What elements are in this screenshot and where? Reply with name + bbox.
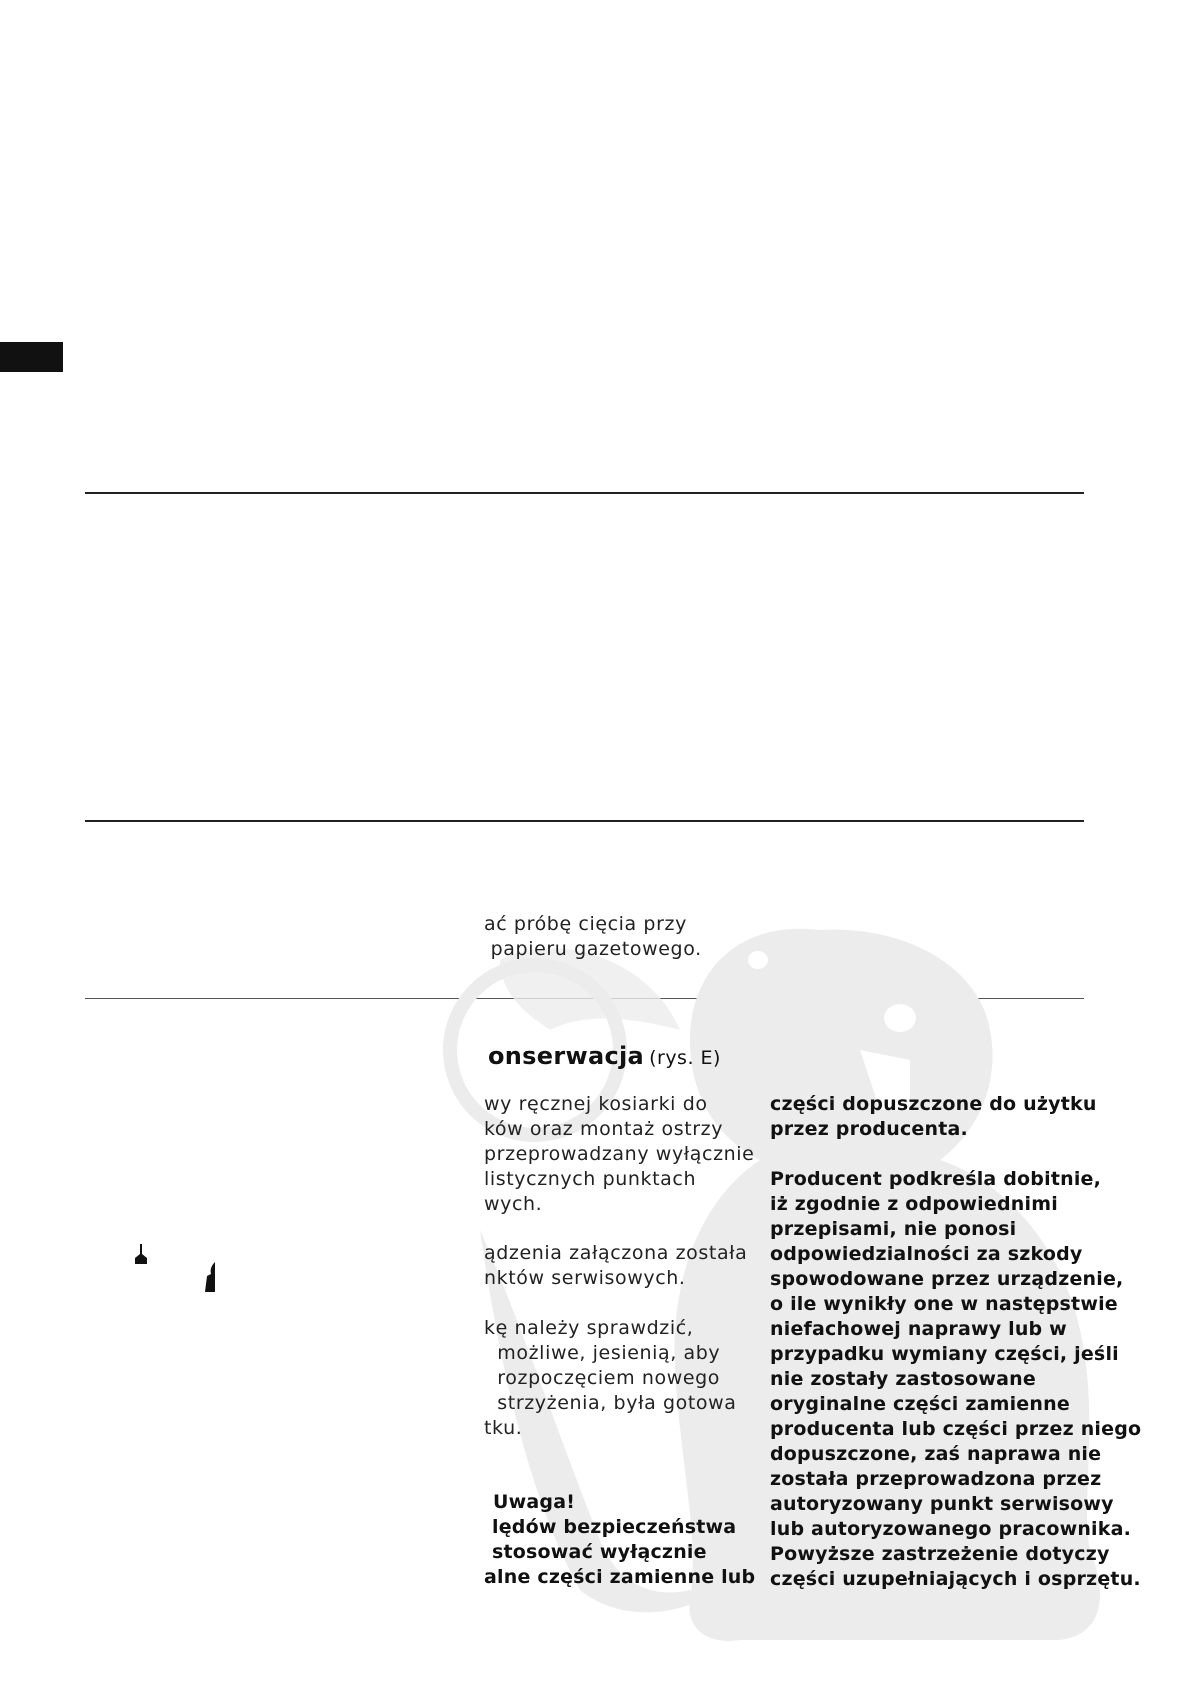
paragraph-line: ądzenia załączona została: [484, 1242, 748, 1264]
right-column-line: części uzupełniających i osprzętu.: [770, 1568, 1141, 1590]
right-column-line: iż zgodnie z odpowiednimi: [770, 1193, 1058, 1215]
right-column-line: oryginalne części zamienne: [770, 1393, 1070, 1415]
section-divider-2: [85, 820, 1084, 822]
paragraph-line: nktów serwisowych.: [484, 1267, 686, 1289]
right-column-line: części dopuszczone do użytku: [770, 1093, 1097, 1115]
paragraph-line: kę należy sprawdzić,: [484, 1317, 694, 1339]
paragraph-line: tku.: [484, 1417, 523, 1439]
tool-figure-icon: [203, 1262, 221, 1294]
paragraph-line: ków oraz montaż ostrzy: [484, 1118, 724, 1140]
paragraph-line: możliwe, jesienią, aby: [484, 1342, 721, 1364]
right-column-line: przypadku wymiany części, jeśli: [770, 1343, 1119, 1365]
right-column-line: o ile wynikły one w następstwie: [770, 1293, 1118, 1315]
right-column-line: nie zostały zastosowane: [770, 1368, 1036, 1390]
right-column-line: producenta lub części przez niego: [770, 1418, 1142, 1440]
right-column-line: przepisami, nie ponosi: [770, 1218, 1017, 1240]
right-column-line: przez producenta.: [770, 1118, 968, 1140]
section-divider-1: [85, 492, 1084, 494]
paragraph-line: rozpoczęciem nowego: [484, 1367, 721, 1389]
right-column-line: niefachowej naprawy lub w: [770, 1318, 1067, 1340]
right-column-line: Producent podkreśla dobitnie,: [770, 1168, 1102, 1190]
paragraph-line: wy ręcznej kosiarki do: [484, 1093, 708, 1115]
right-column-line: odpowiedzialności za szkody: [770, 1243, 1083, 1265]
section-heading: [488, 1042, 721, 1070]
right-column-line: lub autoryzowanego pracownika.: [770, 1518, 1132, 1540]
right-column-line: Powyższe zastrzeżenie dotyczy: [770, 1543, 1110, 1565]
right-column-line: dopuszczone, zaś naprawa nie: [770, 1443, 1102, 1465]
warning-line: stosować wyłącznie: [492, 1541, 707, 1563]
paragraph-line: przeprowadzany wyłącznie: [484, 1143, 755, 1165]
fragment-line: ać próbę cięcia przy: [484, 913, 687, 935]
paragraph-line: listycznych punktach: [484, 1168, 697, 1190]
right-column-line: została przeprowadzona przez: [770, 1468, 1102, 1490]
tool-figure-icon: [133, 1244, 151, 1266]
heading-title: onserwacja: [488, 1042, 644, 1070]
figure-reference: (rys. E): [649, 1047, 721, 1069]
right-column-line: spowodowane przez urządzenie,: [770, 1268, 1124, 1290]
warning-title: Uwaga!: [493, 1491, 576, 1513]
fragment-line: papieru gazetowego.: [484, 938, 702, 960]
right-column-line: autoryzowany punkt serwisowy: [770, 1493, 1114, 1515]
paragraph-line: wych.: [484, 1193, 543, 1215]
paragraph-line: strzyżenia, była gotowa: [484, 1392, 737, 1414]
warning-line: lędów bezpieczeństwa: [492, 1516, 737, 1538]
language-tab-marker: [0, 342, 63, 372]
warning-line: alne części zamienne lub: [484, 1566, 756, 1588]
